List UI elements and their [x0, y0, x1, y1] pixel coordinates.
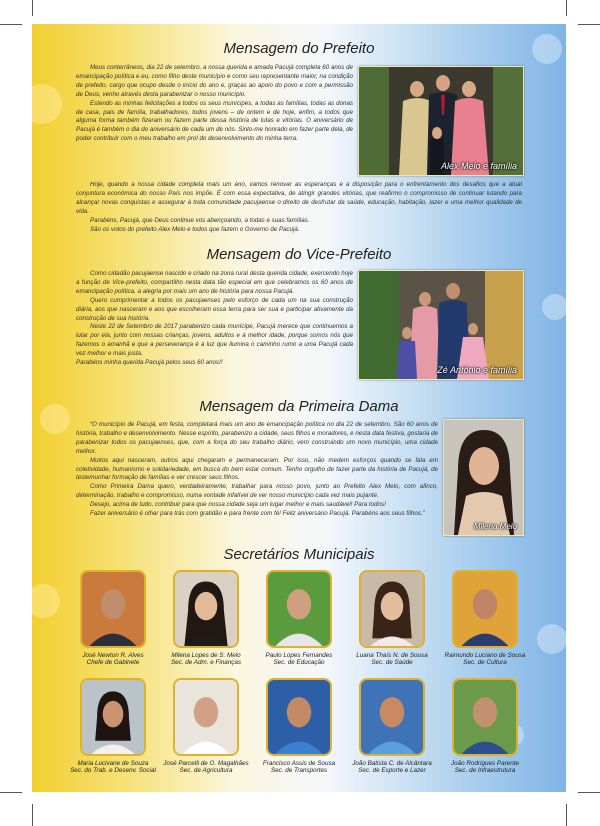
vice-title: Mensagem do Vice-Prefeito — [206, 246, 392, 263]
secretary-role: Sec. de Cultura — [463, 659, 507, 667]
secretary-photo — [80, 570, 146, 648]
paragraph: Fazer aniversário é olhar para trás com gratidão e para frente com fé! Feliz aniversário Pacujá. Parabéns aos seus filhos.” — [90, 510, 425, 518]
secretary-name: João Batista C. de Alcântara — [352, 760, 432, 767]
prefeito-title: Mensagem do Prefeito — [223, 40, 375, 57]
paragraph: Neste 22 de Setembro de 2017 parabenizo cada munícipe, Pacujá merece que continuemos a lutar por ela, junto com nossas crianças, jovens, adultos e à melhor idade, porque somos nós que fazemos o amanhã e que a perseverança é a luz que ilumina o caminho rumo a uma Pacujá cada vez melhor e mais justa. — [76, 323, 353, 358]
secretary-photo — [452, 570, 518, 648]
portrait-graphic — [82, 572, 144, 646]
crop-mark — [32, 0, 33, 16]
secretary-name: Paulo Lopes Fernandes — [265, 652, 333, 659]
vice-family-photo — [358, 270, 524, 380]
paragraph: Como Primeira Dama quero, verdadeiramente, trabalhar para nosso povo, junto ao Prefeito Alex Melo, com afinco, determinação, trabalho e compromisso, numa vontade infalível de ver nosso município cada vez mais pujante. — [76, 483, 438, 500]
secretary-role: Sec. de Agricultura — [179, 767, 233, 775]
crop-mark — [566, 0, 567, 16]
vice-photo-caption: Zé Antônio e família — [437, 365, 517, 375]
family-photo-graphic — [359, 271, 523, 379]
secretary-card — [344, 678, 440, 775]
prefeito-text-bottom — [76, 181, 522, 234]
portrait-graphic — [175, 572, 237, 646]
paragraph: São os votos do prefeito Alex Melo e todos que fazem o Governo de Pacujá. — [90, 225, 300, 233]
document-page — [32, 24, 566, 792]
portrait-graphic — [268, 680, 330, 754]
secretary-name: José Parcelli de O. Magalhães — [163, 760, 249, 767]
paragraph: Muitos aqui nasceram, outros aqui chegaram e permaneceram. Por isso, não medem esforços quando se fala em coletividade, humanismo e solidariedade, em busca do bem estar comum. Tenho orgulho de fazer parte da história de Pacujá, de testemunhar formação de famílias e ver crescer seus filhos. — [76, 456, 438, 482]
secretary-role: Sec. de Esporte e Lazer — [358, 767, 426, 775]
portrait-graphic — [175, 680, 237, 754]
crop-mark — [0, 24, 22, 25]
secretary-photo — [359, 678, 425, 756]
secretary-card — [437, 678, 533, 775]
dama-photo — [443, 419, 524, 536]
secretary-card — [65, 570, 161, 667]
secretarios-title: Secretários Municipais — [223, 546, 375, 563]
paragraph: Parabéns, Pacujá, que Deus continue vos abençoando, a todas e suas famílias. — [90, 216, 310, 224]
paragraph: Parabéns minha querida Pacujá pelos seus 60 anos!! — [76, 359, 223, 367]
secretary-photo — [452, 678, 518, 756]
secretary-card — [251, 678, 347, 775]
secretary-photo — [173, 678, 239, 756]
paragraph: Hoje, quando a nossa cidade completa mais um ano, vamos renovar as esperanças e a disposição para o enfrentamento dos desafios que a atual conjuntura econômica do nosso País nos impõe. É com essa expectativa, de atingir grandes vitórias, que reafirmo o compromisso de continuar lutando para alcançar novas conquistas e assegurar à toda comunidade pacujaense o direito de desfrutar da saúde, educação, habitação, lazer e uma melhor qualidade de vida. — [76, 181, 522, 215]
secretary-role: Sec. do Trab. e Desenv. Social — [70, 767, 156, 775]
portrait-graphic — [454, 680, 516, 754]
crop-mark — [566, 804, 567, 826]
crop-mark — [32, 804, 33, 826]
portrait-graphic — [268, 572, 330, 646]
secretary-card — [437, 570, 533, 667]
secretary-photo — [266, 678, 332, 756]
secretary-role: Sec. de Adm. e Finanças — [170, 659, 242, 667]
secretary-name: Milena Lopes de S. Melo — [171, 652, 241, 659]
secretary-photo — [80, 678, 146, 756]
secretary-name: Francisco Assis de Sousa — [262, 760, 336, 767]
secretary-card — [158, 570, 254, 667]
portrait-graphic — [454, 572, 516, 646]
secretary-role: Sec. de Educação — [273, 659, 325, 667]
prefeito-text-top — [76, 64, 353, 144]
paragraph: Estendo as minhas felicitações a todos os seus munícipes, a todas as famílias, todas as donas de casa, pais de família, trabalhadores, todos jovens – de ontem e de hoje, enfim, a todos que alguma forma também fizeram ou fazem parte dessa história de lutas e vitórias. O aniversário de Pacujá é também o dia do aniversário de cada um de nós. Sinto-me honrado em fazer parte dela, de poder contribuir com o meu trabalho em prol do desenvolvimento do minha terra. — [76, 99, 353, 143]
secretary-card — [251, 570, 347, 667]
paragraph: Meus conterrâneos, dia 22 de setembro, a nossa querida e amada Pacujá completa 60 anos de emancipação política e eu, como filho deste município e como seu representante maior, na condição de prefeito, cargo que ocupo desde o início do ano e, graças ao apoio do povo e com a permissão de Deus, venho através desta parabenizar o nosso município. — [76, 64, 353, 98]
crop-mark — [0, 792, 22, 793]
secretary-name: Maria Lucivane de Souza — [77, 760, 149, 767]
secretary-card — [158, 678, 254, 775]
dama-photo-caption: Milena Melo — [473, 522, 517, 531]
secretary-card — [65, 678, 161, 775]
family-photo-graphic — [359, 67, 523, 175]
paragraph: Quero cumprimentar a todos os pacujaenses pelo esforço de cada um na sua construção diária, aos que nasceram e aos que escolheram essa terra para ser sua e participar ativamente da construção de sua história. — [76, 296, 353, 322]
secretary-photo — [359, 570, 425, 648]
secretary-role: Chefe de Gabinete — [86, 659, 140, 667]
secretary-role: Sec. de Saúde — [371, 659, 413, 667]
secretary-name: Raimundo Luciano de Sousa — [444, 652, 526, 659]
crop-mark — [578, 792, 600, 793]
bokeh — [32, 84, 62, 124]
dama-text — [76, 421, 438, 519]
secretary-card — [344, 570, 440, 667]
secretary-photo — [173, 570, 239, 648]
paragraph: Como cidadão pacujaense nascido e criado na zona rural desta querida cidade, exercendo hoje a função de Vice-prefeito, compartilho nesta data tão especial em que celebramos os 60 anos de emancipação política, a alegria por mais um ano de história para nossa Pacujá. — [76, 270, 353, 295]
dama-title: Mensagem da Primeira Dama — [199, 398, 399, 415]
prefeito-photo-caption: Alex Melo e família — [440, 161, 517, 171]
secretary-name: João Rodrigues Parente — [451, 760, 519, 767]
paragraph: Desejo, acima de tudo, contribuir para que nossa cidade seja um lugar melhor e mais saudável! Para todos! — [90, 501, 386, 509]
bokeh — [537, 624, 566, 654]
bokeh — [32, 584, 60, 618]
bokeh — [542, 294, 566, 320]
secretary-role: Sec. de Transportes — [270, 767, 328, 775]
paragraph: “O município de Pacujá, em festa, completará mais um ano de emancipação política no dia 22 de setembro. São 60 anos de história, trabalho e desenvolvimento. Nesse espírito, parabenizo a cidade, seus filhos e moradores, e nesta data festiva, gostaria de parabenizar todos os pacujaenses, que, com a força do seu trabalho diário, vem construindo um novo município, uma cidade melhor. — [76, 421, 438, 455]
portrait-graphic — [361, 572, 423, 646]
portrait-graphic — [444, 420, 523, 535]
prefeito-family-photo — [358, 66, 524, 176]
secretary-photo — [266, 570, 332, 648]
portrait-graphic — [82, 680, 144, 754]
portrait-graphic — [361, 680, 423, 754]
secretary-role: Sec. de Infraestrutura — [454, 767, 516, 775]
secretary-name: Luana Thaís N. de Sousa — [356, 652, 428, 659]
vice-text — [76, 270, 353, 368]
secretary-name: José Newton R. Alves — [82, 652, 144, 659]
crop-mark — [578, 24, 600, 25]
